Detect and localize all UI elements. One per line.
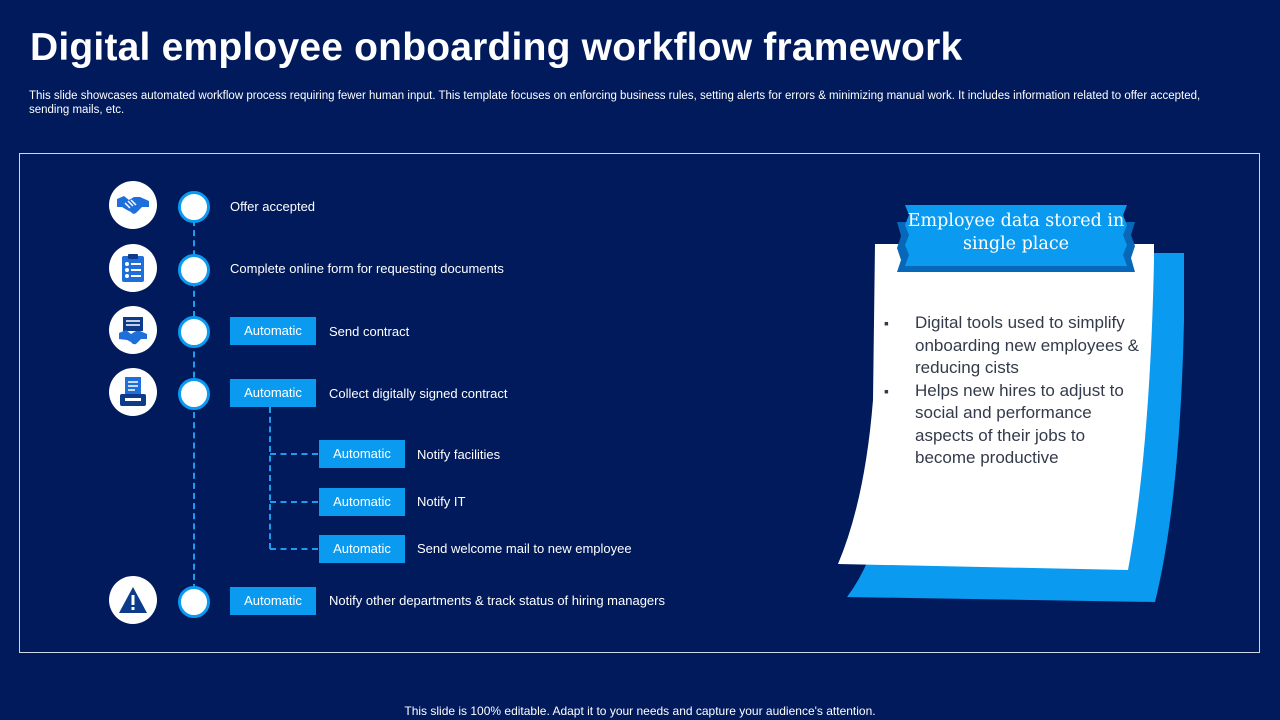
step-label-offer-accepted: Offer accepted [230,199,316,214]
timeline-node-2 [178,254,210,286]
timeline-node-5 [178,586,210,618]
substep-label-it: Notify IT [417,494,466,509]
branch-connector [270,501,318,503]
note-heading: Employee data stored in single place [907,211,1125,254]
substep-label-facilities: Notify facilities [417,447,501,462]
timeline-node-3 [178,316,210,348]
footer-note: This slide is 100% editable. Adapt it to your needs and capture your audience's attention. [404,704,876,718]
page-title: Digital employee onboarding workflow framework [30,26,963,69]
page-subtitle: This slide showcases automated workflow process requiring fewer human input. This template focuses on enforcing business rules, setting alerts for errors & minimizing manual work. It includes information related to offer accepted, sending mails, etc. [29,90,1201,116]
step-label-send-contract: Send contract [329,324,410,339]
branch-line [269,407,271,549]
timeline-node-4 [178,378,210,410]
automatic-badge: Automatic [319,488,405,516]
document-printer-icon [109,368,157,416]
timeline-node-1 [178,191,210,223]
substep-label-welcome-mail: Send welcome mail to new employee [417,541,632,556]
branch-connector [270,548,318,550]
note-bullet: ▪ Digital tools used to simplify onboarding new employees & reducing cists [884,312,1139,380]
handshake-icon [109,181,157,229]
automatic-badge: Automatic [230,379,316,407]
note-bullet: ▪ Helps new hires to adjust to social and performance aspects of their jobs to become productive [884,380,1139,470]
automatic-badge: Automatic [230,317,316,345]
contract-handshake-icon [109,306,157,354]
note-body [884,312,1139,470]
step-label-collect-contract: Collect digitally signed contract [329,386,508,401]
branch-connector [270,453,318,455]
automatic-badge: Automatic [319,440,405,468]
automatic-badge: Automatic [230,587,316,615]
warning-icon [109,576,157,624]
step-label-notify-departments: Notify other departments & track status of hiring managers [329,593,665,608]
form-checklist-icon [109,244,157,292]
step-label-online-form: Complete online form for requesting documents [230,261,504,276]
automatic-badge: Automatic [319,535,405,563]
